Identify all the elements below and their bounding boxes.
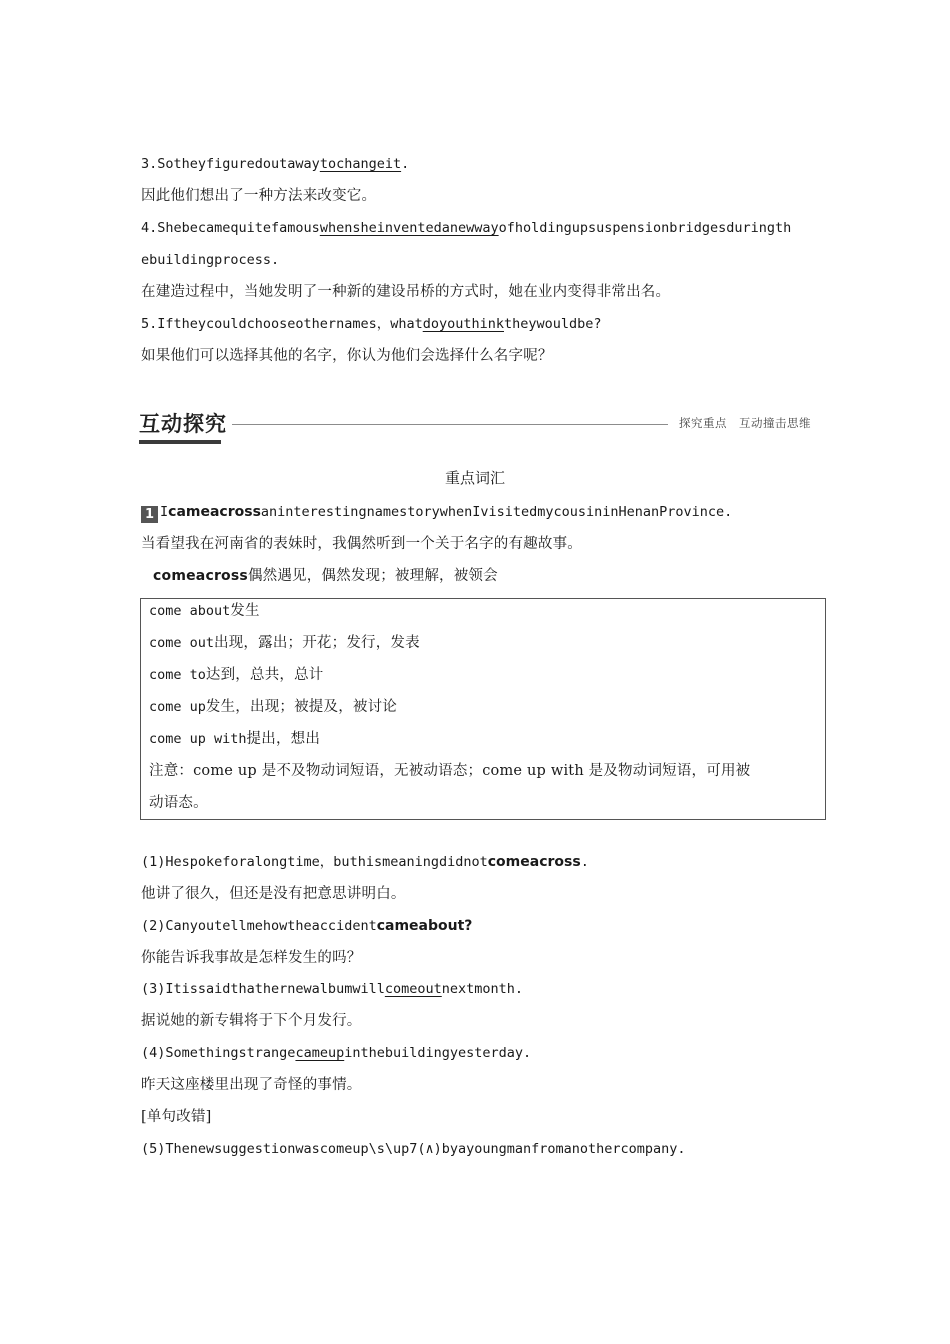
- phrase-line: come to达到，总共，总计: [149, 667, 324, 683]
- example-2-zh: 你能告诉我事故是怎样发生的吗？: [141, 950, 362, 966]
- example-4-en: (4)Somethingstrangecameupinthebuildingyesterday.: [141, 1045, 532, 1061]
- section-title-underline: [139, 440, 221, 444]
- item-number-badge: 1: [141, 506, 158, 523]
- example-2-en: (2)Canyoutellmehowtheaccidentcameabout?: [141, 918, 473, 934]
- note-line: 注意：come up 是不及物动词短语，无被动语态；come up with 是及物动词短语，可用被: [149, 763, 751, 779]
- item-1-sentence: 1 IcameacrossaninterestingnamestorywhenIvisitedmycousininHenanProvince.: [141, 501, 732, 523]
- phrase-line: come up发生，出现；被提及，被讨论: [149, 699, 398, 715]
- sentence-3-zh: 因此他们想出了一种方法来改变它。: [141, 188, 377, 204]
- example-5-en: (5)Thenewsuggestionwascomeup\s\up7(∧)byayoungmanfromanothercompany.: [141, 1141, 686, 1157]
- sentence-3-en: 3.Sotheyfiguredoutawaytochangeit.: [141, 156, 410, 172]
- sentence-4-en-cont: ebuildingprocess.: [141, 252, 280, 268]
- heading-key-vocabulary: 重点词汇: [444, 469, 505, 487]
- item-1-phrase-definition: comeacross偶然遇见，偶然发现；被理解，被领会: [153, 568, 498, 584]
- key-phrase: cameacross: [168, 504, 261, 520]
- example-3-zh: 据说她的新专辑将于下个月发行。: [141, 1013, 362, 1029]
- underlined-phrase: tochangeit: [319, 156, 402, 172]
- note-line-cont: 动语态。: [149, 795, 208, 811]
- phrase-line: come out出现，露出；开花；发行，发表: [149, 635, 420, 651]
- phrase-line: come up with提出，想出: [149, 731, 321, 747]
- phrase-box: [140, 598, 826, 820]
- section-title: 互动探究: [139, 412, 227, 436]
- example-1-zh: 他讲了很久，但还是没有把意思讲明白。: [141, 886, 406, 902]
- phrase: comeacross: [153, 568, 248, 584]
- phrase-line: come about发生: [149, 603, 260, 619]
- example-3-en: (3)Itissaidthathernewalbumwillcomeoutnextmonth.: [141, 981, 524, 997]
- section-subtitle: 探究重点 互动撞击思维: [679, 416, 811, 430]
- example-4-zh: 昨天这座楼里出现了奇怪的事情。: [141, 1077, 362, 1093]
- section-header: [139, 410, 811, 446]
- section-divider: [232, 424, 668, 425]
- underlined-phrase: doyouthink: [422, 316, 504, 332]
- underlined-phrase: whensheinventedanewway: [319, 220, 499, 236]
- sentence-5-zh: 如果他们可以选择其他的名字，你认为他们会选择什么名字呢？: [141, 348, 553, 364]
- example-1-en: (1)Hespokeforalongtime，buthismeaningdidnotcomeacross.: [141, 854, 589, 870]
- correction-label: [单句改错]: [141, 1109, 212, 1125]
- sentence-5-en: 5.Iftheycouldchooseothernames，whatdoyouthinktheywouldbe?: [141, 316, 602, 332]
- sentence-4-zh: 在建造过程中，当她发明了一种新的建设吊桥的方式时，她在业内变得非常出名。: [141, 284, 671, 300]
- sentence-4-en: 4.Shebecamequitefamouswhensheinventedanewwayofholdingupsuspensionbridgesduringth: [141, 220, 792, 236]
- item-1-translation: 当看望我在河南省的表妹时，我偶然听到一个关于名字的有趣故事。: [141, 536, 582, 552]
